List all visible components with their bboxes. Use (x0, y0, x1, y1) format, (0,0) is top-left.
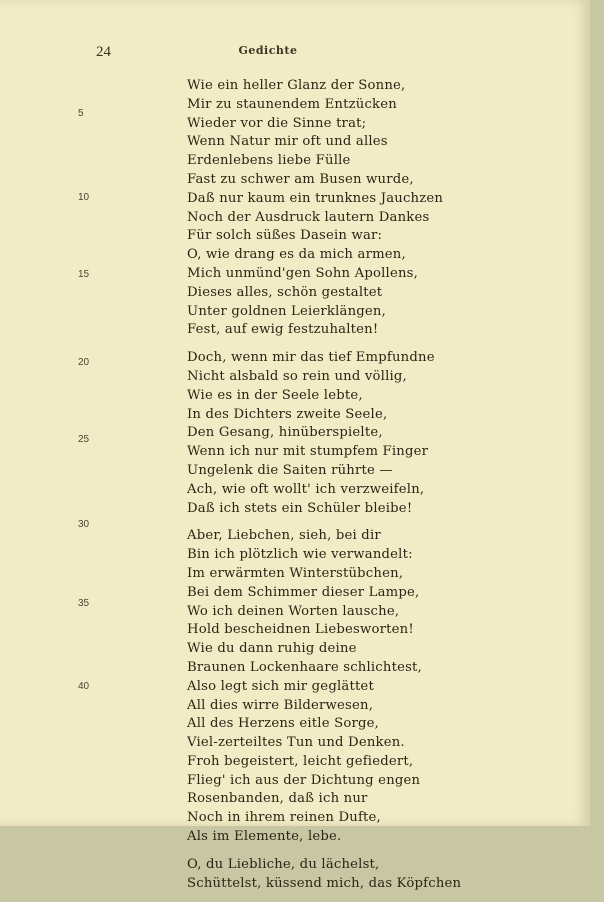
poem-body (187, 77, 487, 902)
poem-line: Also legt sich mir geglättet (187, 678, 374, 694)
line-number: 40 (78, 681, 90, 692)
poem-line: O, du Liebliche, du lächelst, (187, 856, 380, 872)
poem-line: Wie du dann ruhig deine (187, 641, 357, 657)
poem-line: Ungelenk die Saiten rührte — (187, 462, 393, 478)
line-number: 35 (78, 598, 90, 609)
poem-line: Wenn Natur mir oft und alles (187, 134, 388, 150)
line-number: 20 (78, 357, 90, 368)
poem-line: All dies wirre Bilderwesen, (187, 697, 374, 713)
poem-line: Bei dem Schimmer dieser Lampe, (187, 584, 420, 600)
poem-line: Den Gesang, hinüberspielte, (187, 425, 383, 441)
poem-line: Rosenbanden, daß ich nur (187, 791, 368, 807)
poem-line: Wenn ich nur mit stumpfem Finger (187, 444, 429, 460)
poem-line: Für solch süßes Dasein war: (187, 228, 383, 244)
poem-line: Fest, auf ewig festzuhalten! (187, 322, 379, 338)
poem-line: Mich unmünd'gen Sohn Apollens, (187, 265, 419, 281)
poem-line: Als im Elemente, lebe. (187, 829, 342, 845)
poem-line: Bin ich plötzlich wie verwandelt: (187, 547, 413, 563)
line-number: 10 (78, 192, 90, 203)
stanza-3 (187, 527, 487, 847)
line-number-margin (0, 0, 100, 826)
poem-line: Schüttelst, küssend mich, das Köpfchen (187, 875, 462, 891)
poem-line: In des Dichters zweite Seele, (187, 406, 388, 422)
poem-line: O, wie drang es da mich armen, (187, 247, 406, 263)
poem-line: Aber, Liebchen, sieh, bei dir (187, 528, 381, 544)
poem-line: Wie es in der Seele lebte, (187, 387, 363, 403)
poem-line: Dieses alles, schön gestaltet (187, 284, 383, 300)
poem-line: Daß nur kaum ein trunknes Jauchzen (187, 190, 444, 206)
poem-line: Viel-zerteiltes Tun und Denken. (187, 735, 405, 751)
poem-line: Noch in ihrem reinen Dufte, (187, 810, 381, 826)
poem-line: Noch der Ausdruck lautern Dankes (187, 209, 430, 225)
poem-line: Unter goldnen Leierklängen, (187, 303, 387, 319)
poem-line: Fast zu schwer am Busen wurde, (187, 171, 414, 187)
poem-line: Wieder vor die Sinne trat; (187, 115, 367, 131)
running-head: Gedichte (238, 44, 298, 57)
poem-line: Erdenlebens liebe Fülle (187, 153, 351, 169)
line-number: 30 (78, 519, 90, 530)
poem-line: Hold bescheidnen Liebesworten! (187, 622, 414, 638)
stanza-2 (187, 349, 487, 518)
poem-line: Im erwärmten Winterstübchen, (187, 565, 404, 581)
poem-line: Nicht alsbald so rein und völlig, (187, 368, 407, 384)
poem-line: Wie ein heller Glanz der Sonne, (187, 78, 406, 93)
poem-line: Doch, wenn mir das tief Empfundne (187, 350, 435, 366)
poem-line: Froh begeistert, leicht gefiedert, (187, 753, 414, 769)
poem-line: Wo ich deinen Worten lausche, (187, 603, 400, 619)
stanza-1 (187, 77, 487, 340)
line-number: 5 (78, 108, 84, 119)
page-number: 24 (96, 44, 111, 60)
poem-line: Ach, wie oft wollt' ich verzweifeln, (187, 481, 425, 497)
poem-line: All des Herzens eitle Sorge, (187, 716, 380, 732)
poem-line: Mir zu staunendem Entzücken (187, 96, 397, 112)
line-number: 15 (78, 269, 90, 280)
poem-line: Braunen Lockenhaare schlichtest, (187, 659, 422, 675)
stanza-4 (187, 856, 487, 894)
poem-line: Daß ich stets ein Schüler bleibe! (187, 500, 413, 516)
line-number: 25 (78, 434, 90, 445)
poem-line: Flieg' ich aus der Dichtung engen (187, 772, 421, 788)
